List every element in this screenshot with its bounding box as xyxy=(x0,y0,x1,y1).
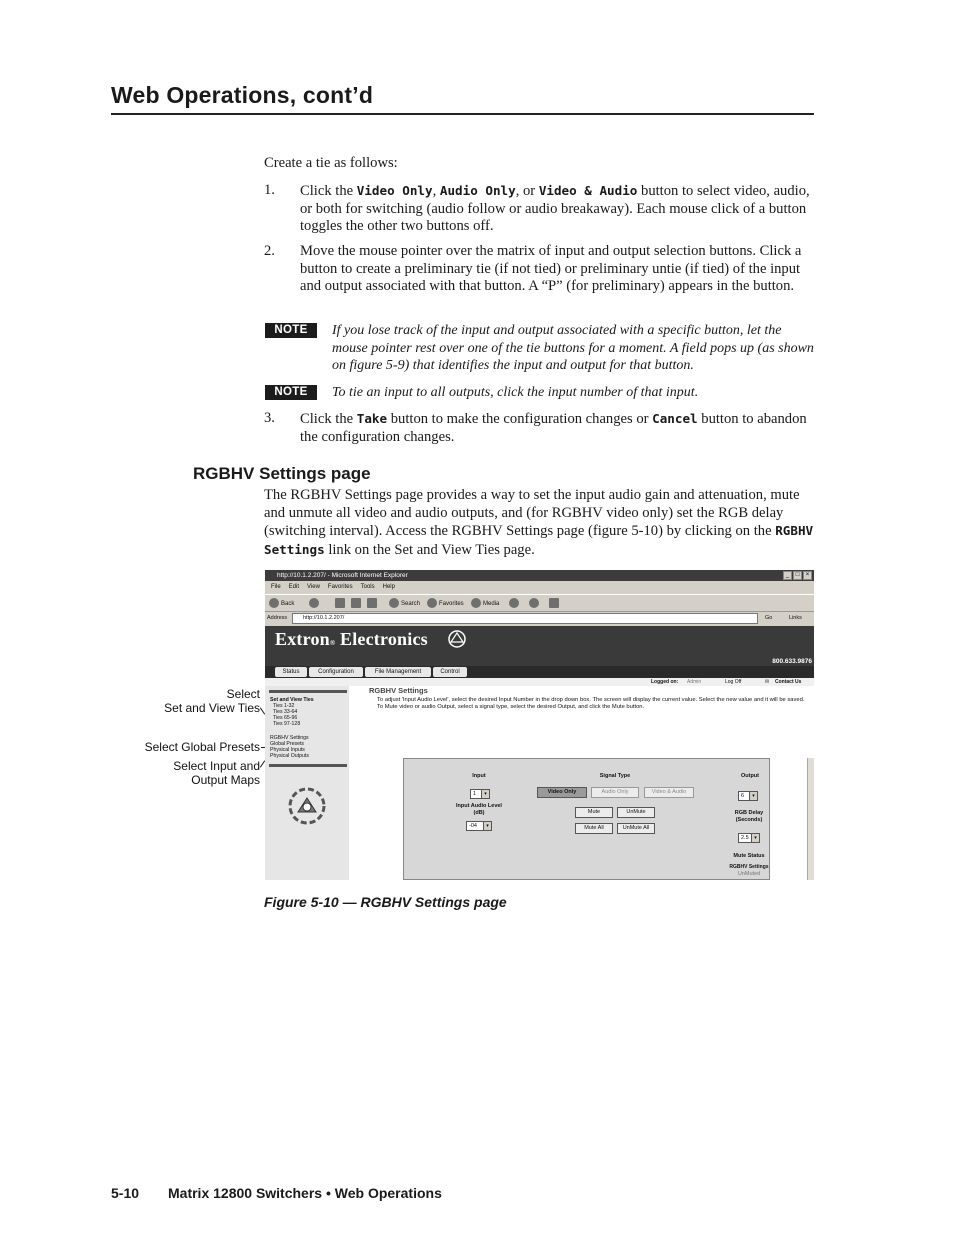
video-audio-command: Video & Audio xyxy=(538,183,638,198)
logged-on-bar xyxy=(265,678,814,686)
search-button[interactable] xyxy=(389,598,420,610)
contact-us-link[interactable]: Contact Us xyxy=(775,679,802,685)
rgb-delay-select[interactable]: 2.5 ▾ xyxy=(738,833,760,843)
unmute-all-button[interactable]: UnMute All xyxy=(617,823,655,834)
menu-edit[interactable]: Edit xyxy=(288,584,300,590)
search-label: Search xyxy=(401,601,421,607)
audio-only-command: Audio Only xyxy=(439,183,516,198)
tab-control[interactable]: Control xyxy=(433,667,467,677)
maximize-icon[interactable]: □ xyxy=(793,571,802,580)
address-label: Address xyxy=(267,615,288,621)
log-off-link[interactable]: Log Off xyxy=(725,679,742,685)
rgbhv-settings-status-label: RGBHV Settings xyxy=(729,864,769,870)
menu-view[interactable]: View xyxy=(307,584,320,590)
history-icon xyxy=(509,598,519,608)
menu-bar xyxy=(265,582,814,593)
step-1-number: 1. xyxy=(264,182,275,198)
window-title: http://10.1.2.207/ - Microsoft Internet Explorer xyxy=(277,572,408,579)
input-label: Input xyxy=(472,773,486,779)
callout-line: Set and View Ties xyxy=(164,701,260,715)
brand-name: Extron xyxy=(275,629,330,649)
forward-arrow-icon xyxy=(309,598,319,608)
extron-seal-icon xyxy=(287,786,327,826)
nav-physical-inputs[interactable]: Physical Inputs xyxy=(270,747,305,753)
browser-toolbar xyxy=(265,594,814,612)
cancel-command: Cancel xyxy=(652,411,698,426)
nav-divider xyxy=(269,764,347,767)
callout-set-and-view-ties xyxy=(100,687,260,715)
mail-icon: ✉ xyxy=(765,679,770,685)
nav-ties-97-128[interactable]: Ties 97-128 xyxy=(273,721,301,727)
go-button[interactable]: Go xyxy=(765,615,773,621)
menu-tools[interactable]: Tools xyxy=(360,584,375,590)
unmute-button[interactable]: UnMute xyxy=(617,807,655,818)
rgbhv-settings-panel xyxy=(403,758,770,880)
mute-status-value: UnMuted xyxy=(737,871,761,877)
content-title: RGBHV Settings xyxy=(369,686,428,695)
step-3-text: Click the Take button to make the configuration changes or Cancel button to abandon the configuration changes. xyxy=(300,411,807,445)
back-label: Back xyxy=(281,601,295,607)
callout-global-presets: Select Global Presets xyxy=(144,740,260,754)
nav-global-presets[interactable]: Global Presets xyxy=(270,741,305,747)
back-button[interactable] xyxy=(269,598,294,610)
print-icon xyxy=(549,598,559,608)
audio-level-select[interactable]: -04 ▾ xyxy=(466,821,492,831)
media-label: Media xyxy=(483,601,500,607)
note-badge-1: NOTE xyxy=(265,323,317,338)
callout-line: Output Maps xyxy=(191,773,260,787)
output-label: Output xyxy=(740,773,760,779)
close-icon[interactable]: × xyxy=(803,571,812,580)
audio-only-button[interactable]: Audio Only xyxy=(591,787,639,798)
forward-button[interactable] xyxy=(309,598,321,610)
note-1-text: If you lose track of the input and output associated with a specific button, let the mouse pointer rest over one of the tie buttons for a moment. A field pops up (as shown on figure 5-9) that identifies the input and output for that button. xyxy=(332,323,814,374)
content-description: To adjust 'Input Audio Level', select the desired Input Number in the drop down box. The screen will display the current value. Select the new value and it will be saved. To Mute video or audio Output, select a signal type, select the desired Output, and click the Mute button. xyxy=(377,697,805,711)
mail-icon xyxy=(529,598,539,608)
signal-type-label: Signal Type xyxy=(599,773,631,779)
mute-all-button[interactable]: Mute All xyxy=(575,823,613,834)
figure-caption: Figure 5-10 — RGBHV Settings page xyxy=(264,894,507,910)
nav-ties-65-96[interactable]: Ties 65-96 xyxy=(273,715,298,721)
address-input[interactable]: http://10.1.2.207/ xyxy=(292,613,758,624)
minimize-icon[interactable]: _ xyxy=(783,571,792,580)
nav-tabs xyxy=(265,666,814,678)
brand-name-2: Electronics xyxy=(335,629,428,649)
step-1-text: Click the Video Only, Audio Only, or Video & Audio button to select video, audio, or both for switching (audio follow or audio breakaway). Each mouse click of a button toggles the other two buttons off. xyxy=(300,183,810,235)
rgb-delay-label: RGB Delay (Seconds) xyxy=(734,810,764,823)
stop-icon xyxy=(335,598,345,608)
video-only-button[interactable]: Video Only xyxy=(537,787,587,798)
star-icon xyxy=(427,598,437,608)
extron-banner xyxy=(265,626,814,666)
input-audio-level-label: Input Audio Level (dB) xyxy=(456,803,502,816)
tab-file-management[interactable]: File Management xyxy=(365,667,431,677)
callout-input-output-maps xyxy=(100,759,260,787)
stop-button[interactable] xyxy=(335,598,347,610)
extron-logo-text xyxy=(275,629,428,650)
video-only-command: Video Only xyxy=(356,183,433,198)
home-icon xyxy=(367,598,377,608)
nav-divider xyxy=(269,690,347,693)
print-button[interactable] xyxy=(549,598,561,610)
links-button[interactable]: Links xyxy=(789,615,802,621)
nav-rgbhv-settings[interactable]: RGBHV Settings xyxy=(270,735,309,741)
registered-mark: ® xyxy=(329,639,336,647)
nav-ties-1-32[interactable]: Ties 1-32 xyxy=(273,703,295,709)
section-title: RGBHV Settings page xyxy=(193,464,371,483)
menu-favorites[interactable]: Favorites xyxy=(327,584,353,590)
favorites-button[interactable] xyxy=(427,598,464,610)
favorites-label: Favorites xyxy=(439,601,464,607)
menu-file[interactable]: File xyxy=(271,584,281,590)
nav-physical-outputs[interactable]: Physical Outputs xyxy=(270,753,309,759)
callout-line: Select xyxy=(226,687,260,701)
note-badge-2: NOTE xyxy=(265,385,317,400)
logged-on-user: Admin xyxy=(687,679,702,685)
search-icon xyxy=(389,598,399,608)
window-titlebar xyxy=(265,570,814,581)
refresh-button[interactable] xyxy=(351,598,363,610)
intro-text: Create a tie as follows: xyxy=(264,155,398,171)
media-button[interactable] xyxy=(471,598,499,610)
step-2-text: Move the mouse pointer over the matrix of input and output selection buttons. Click a button to create a preliminary tie (if not tied) or preliminary untie (if tied) of the input and output associated with that button. A “P” (for preliminary) appears in the button. xyxy=(300,243,802,295)
footer-title: Matrix 12800 Switchers • Web Operations xyxy=(168,1185,442,1201)
left-nav xyxy=(265,686,349,880)
media-icon xyxy=(471,598,481,608)
callout-line: Select Input and xyxy=(173,759,260,773)
nav-ties-33-64[interactable]: Ties 33-64 xyxy=(273,709,298,715)
page-scrollbar[interactable] xyxy=(807,758,814,880)
logged-on-label: Logged on: xyxy=(651,679,679,685)
header-rule xyxy=(111,113,814,115)
video-audio-button[interactable]: Video & Audio xyxy=(644,787,694,798)
take-command: Take xyxy=(356,411,388,426)
step-2-number: 2. xyxy=(264,243,275,259)
nav-set-and-view-ties[interactable]: Set and View Ties xyxy=(270,697,314,703)
mute-status-label: Mute Status xyxy=(733,853,765,859)
footer-page-number: 5-10 xyxy=(111,1185,140,1201)
input-select[interactable]: 1 ▾ xyxy=(470,789,490,799)
note-2-text: To tie an input to all outputs, click the input number of that input. xyxy=(332,385,699,400)
mute-button[interactable]: Mute xyxy=(575,807,613,818)
mail-button[interactable] xyxy=(529,598,541,610)
page-header-title: Web Operations, cont’d xyxy=(111,82,374,108)
refresh-icon xyxy=(351,598,361,608)
step-3-number: 3. xyxy=(264,410,275,426)
browser-screenshot xyxy=(265,570,814,880)
extron-emblem-icon xyxy=(447,629,467,649)
menu-help[interactable]: Help xyxy=(382,584,395,590)
back-arrow-icon xyxy=(269,598,279,608)
history-button[interactable] xyxy=(509,598,521,610)
address-bar xyxy=(265,612,814,625)
section-body: The RGBHV Settings page provides a way to set the input audio gain and attenuation, mute and unmute all video and audio outputs, and (for RGBHV video only) set the RGB delay (switching interval). Access the RGBHV Settings page (figure 5-10) by clicking on the RGBHV Settings link on the Set and View Ties page. xyxy=(264,487,814,558)
web-page xyxy=(265,626,814,880)
tab-configuration[interactable]: Configuration xyxy=(309,667,363,677)
rgbhv-settings-command: RGBHV Settings xyxy=(264,523,814,557)
output-select[interactable]: 6 ▾ xyxy=(738,791,758,801)
phone-number: 800.633.9876 xyxy=(772,658,812,665)
home-button[interactable] xyxy=(367,598,379,610)
tab-status[interactable]: Status xyxy=(275,667,307,677)
